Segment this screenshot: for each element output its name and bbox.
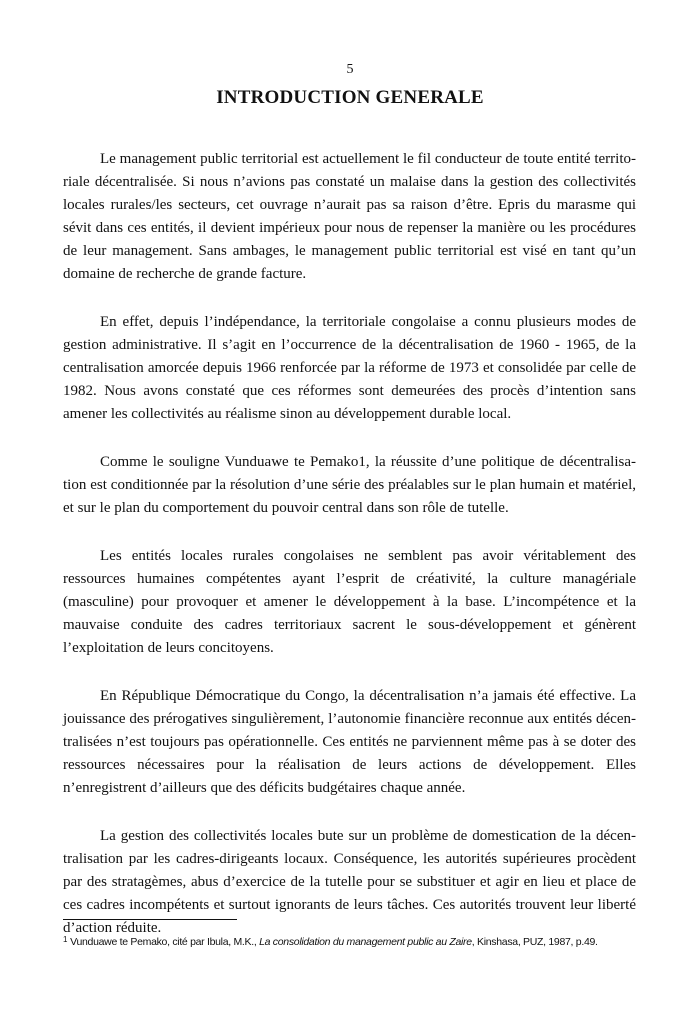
paragraph-2: En effet, depuis l’indépendance, la territoriale congolaise a connu plusieurs modes de gestion administrative. Il s’agit en l’occurrence de la décentralisation de 1960 - 1965, de la centralisation amorcée depuis 1966 renforcée par la réforme de 1973 et consolidée par celle de 1982. Nous avons constaté que ces réformes sont demeurées des procès d’intention sans amener les collectivités au réalisme sinon au développement durable local.	[63, 314, 636, 422]
footnote-mark: 1	[63, 935, 68, 944]
footnote-divider	[63, 919, 237, 920]
footnote	[63, 933, 643, 949]
footnote-suffix: , Kinshasa, PUZ, 1987, p.49.	[471, 936, 598, 948]
paragraph-3: Comme le souligne Vunduawe te Pemako1, la réussite d’une politique de décentralisation est conditionnée par la résolution d’une série des préalables sur le plan humain et matériel, et sur le plan du comportement du pouvoir central dans son rôle de tutelle.	[63, 454, 636, 516]
footnote-book-title: La consolidation du management public au Zaire	[259, 936, 472, 948]
footnote-prefix: Vunduawe te Pemako, cité par Ibula, M.K.,	[70, 936, 260, 948]
page-title: INTRODUCTION GENERALE	[216, 87, 484, 108]
paragraph-5: En République Démocratique du Congo, la décentralisation n’a jamais été effective. La jouissance des prérogatives singulièrement, l’autonomie financière reconnue aux entités décentralisées n’est toujours pas opérationnelle. Ces entités ne parviennent même pas à se doter des ressources nécessaires pour la réalisation de leurs actions de développement. Elles n’enregistrent d’ailleurs que des déficits budgétaires chaque année.	[63, 688, 636, 796]
body-text	[63, 148, 636, 965]
paragraph-6: La gestion des collectivités locales bute sur un problème de domestication de la décentralisation par les cadres-dirigeants locaux. Conséquence, les autorités supérieures procèdent par des stratagèmes, abus d’exercice de la tutelle pour se substituer et agir en lieu et place de ces cadres incompétents et surtout ignorants de leurs tâches. Ces autorités trouvent leur liberté d’action réduite.	[63, 828, 636, 936]
page-number: 5	[346, 62, 354, 77]
paragraph-4: Les entités locales rurales congolaises ne semblent pas avoir véritablement des ressources humaines compétentes ayant l’esprit de créativité, la culture managériale (masculine) pour provoquer et amener le développement à la base. L’incompétence et la mauvaise conduite des cadres territoriaux sacrent le sous-développement et génèrent l’exploitation de leurs concitoyens.	[63, 548, 636, 656]
paragraph-1: Le management public territorial est actuellement le fil conducteur de toute entité territoriale décentralisée. Si nous n’avions pas constaté un malaise dans la gestion des collectivités locales rurales/les secteurs, cet ouvrage n’aurait pas sa raison d’être. Epris du marasme qui sévit dans ces entités, il devient impérieux pour nous de repenser la manière ou les procédures de leur management. Sans ambages, le management public territorial est visé en tant qu’un domaine de recherche de grande facture.	[63, 151, 636, 282]
